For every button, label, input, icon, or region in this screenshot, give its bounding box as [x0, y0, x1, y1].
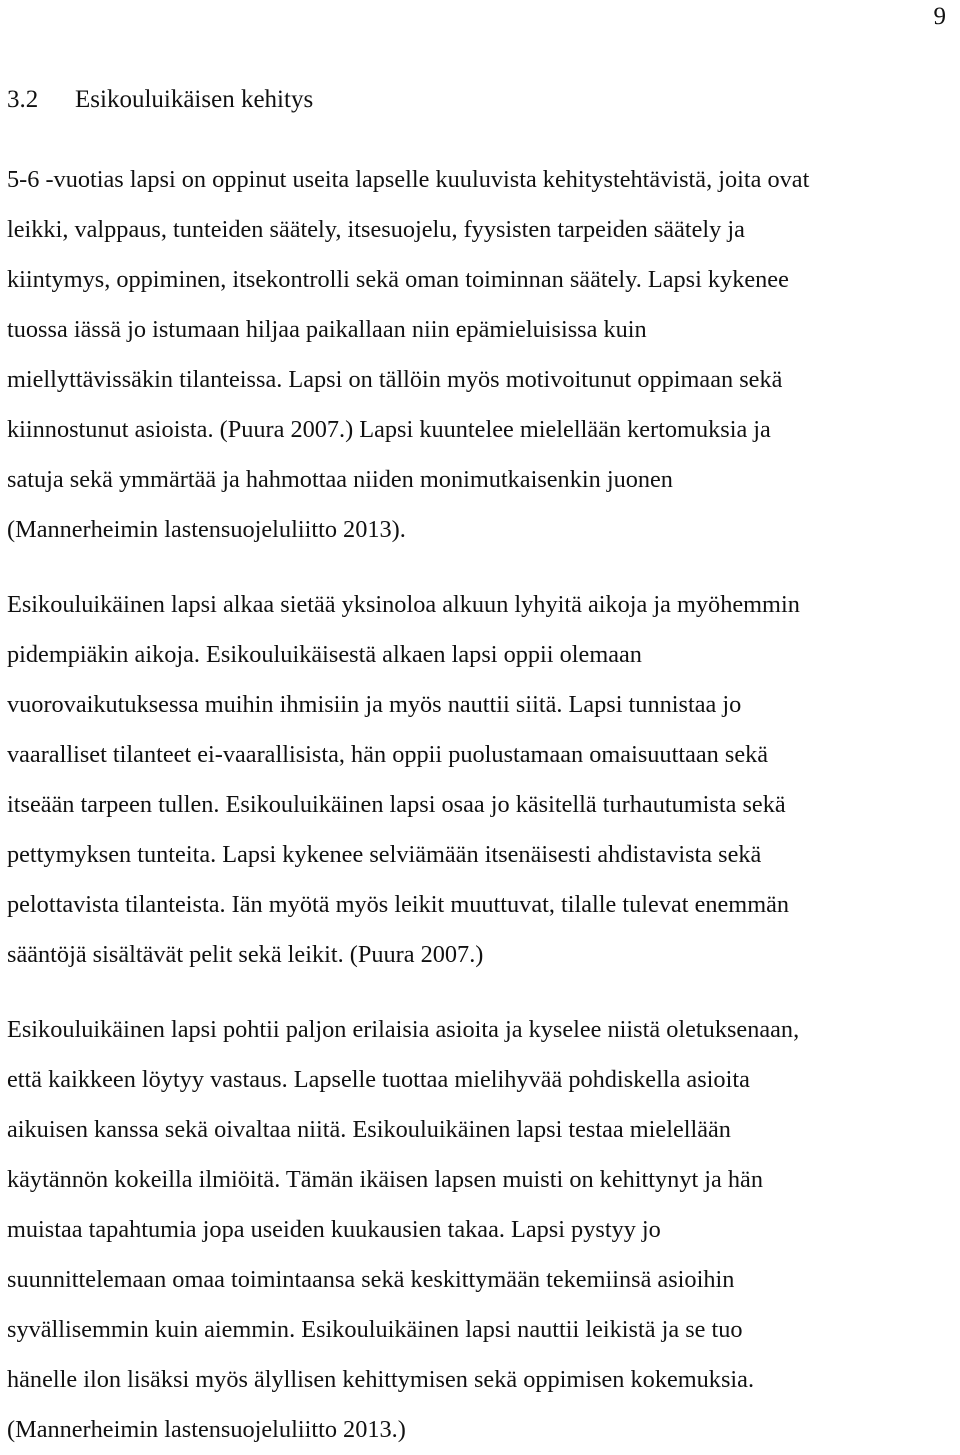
text-line: itseään tarpeen tullen. Esikouluikäinen lapsi osaa jo käsitellä turhautumista sekä: [7, 791, 786, 818]
text-line: suunnittelemaan omaa toimintaansa sekä keskittymään tekemiinsä asioihin: [7, 1266, 735, 1293]
text-line: kiinnostunut asioista. (Puura 2007.) Lapsi kuuntelee mielellään kertomuksia ja: [7, 416, 771, 443]
section-title: Esikouluikäisen kehitys: [75, 86, 314, 113]
text-line: Esikouluikäinen lapsi pohtii paljon erilaisia asioita ja kyselee niistä oletuksenaan,: [7, 1016, 800, 1043]
text-line: pelottavista tilanteista. Iän myötä myös leikit muuttuvat, tilalle tulevat enemmän: [7, 891, 790, 918]
paragraph: [7, 1005, 952, 1455]
text-line: vaaralliset tilanteet ei-vaarallisista, hän oppii puolustamaan omaisuuttaan sekä: [7, 741, 769, 768]
text-line: leikki, valppaus, tunteiden säätely, itsesuojelu, fyysisten tarpeiden säätely ja: [7, 216, 745, 243]
text-line: miellyttävissäkin tilanteissa. Lapsi on tällöin myös motivoitunut oppimaan sekä: [7, 366, 783, 393]
text-line: 5-6 -vuotias lapsi on oppinut useita lapselle kuuluvista kehitystehtävistä, joita ovat: [7, 166, 810, 193]
text-line: satuja sekä ymmärtää ja hahmottaa niiden monimutkaisenkin juonen: [7, 466, 673, 493]
text-line: muistaa tapahtumia jopa useiden kuukausien takaa. Lapsi pystyy jo: [7, 1216, 661, 1243]
text-line: (Mannerheimin lastensuojeluliitto 2013).: [7, 516, 406, 543]
text-line: pettymyksen tunteita. Lapsi kykenee selviämään itsenäisesti ahdistavista sekä: [7, 841, 762, 868]
text-line: hänelle ilon lisäksi myös älyllisen kehittymisen sekä oppimisen kokemuksia.: [7, 1366, 755, 1393]
section-number: 3.2: [7, 86, 39, 113]
text-line: että kaikkeen löytyy vastaus. Lapselle tuottaa mielihyvää pohdiskella asioita: [7, 1066, 750, 1093]
page-number: 9: [933, 3, 946, 30]
text-line: syvällisemmin kuin aiemmin. Esikouluikäinen lapsi nauttii leikistä ja se tuo: [7, 1316, 743, 1343]
paragraph: [7, 155, 952, 555]
text-line: sääntöjä sisältävät pelit sekä leikit. (Puura 2007.): [7, 941, 484, 968]
text-line: Esikouluikäinen lapsi alkaa sietää yksinoloa alkuun lyhyitä aikoja ja myöhemmin: [7, 591, 800, 618]
text-line: aikuisen kanssa sekä oivaltaa niitä. Esikouluikäinen lapsi testaa mielellään: [7, 1116, 731, 1143]
text-line: käytännön kokeilla ilmiöitä. Tämän ikäisen lapsen muisti on kehittynyt ja hän: [7, 1166, 763, 1193]
text-line: tuossa iässä jo istumaan hiljaa paikallaan niin epämieluisissa kuin: [7, 316, 647, 343]
paragraph: [7, 580, 952, 980]
text-line: pidempiäkin aikoja. Esikouluikäisestä alkaen lapsi oppii olemaan: [7, 641, 642, 668]
text-line: (Mannerheimin lastensuojeluliitto 2013.): [7, 1416, 406, 1443]
section-heading: [7, 84, 313, 116]
text-line: kiintymys, oppiminen, itsekontrolli sekä oman toiminnan säätely. Lapsi kykenee: [7, 266, 789, 293]
text-line: vuorovaikutuksessa muihin ihmisiin ja myös nauttii siitä. Lapsi tunnistaa jo: [7, 691, 742, 718]
